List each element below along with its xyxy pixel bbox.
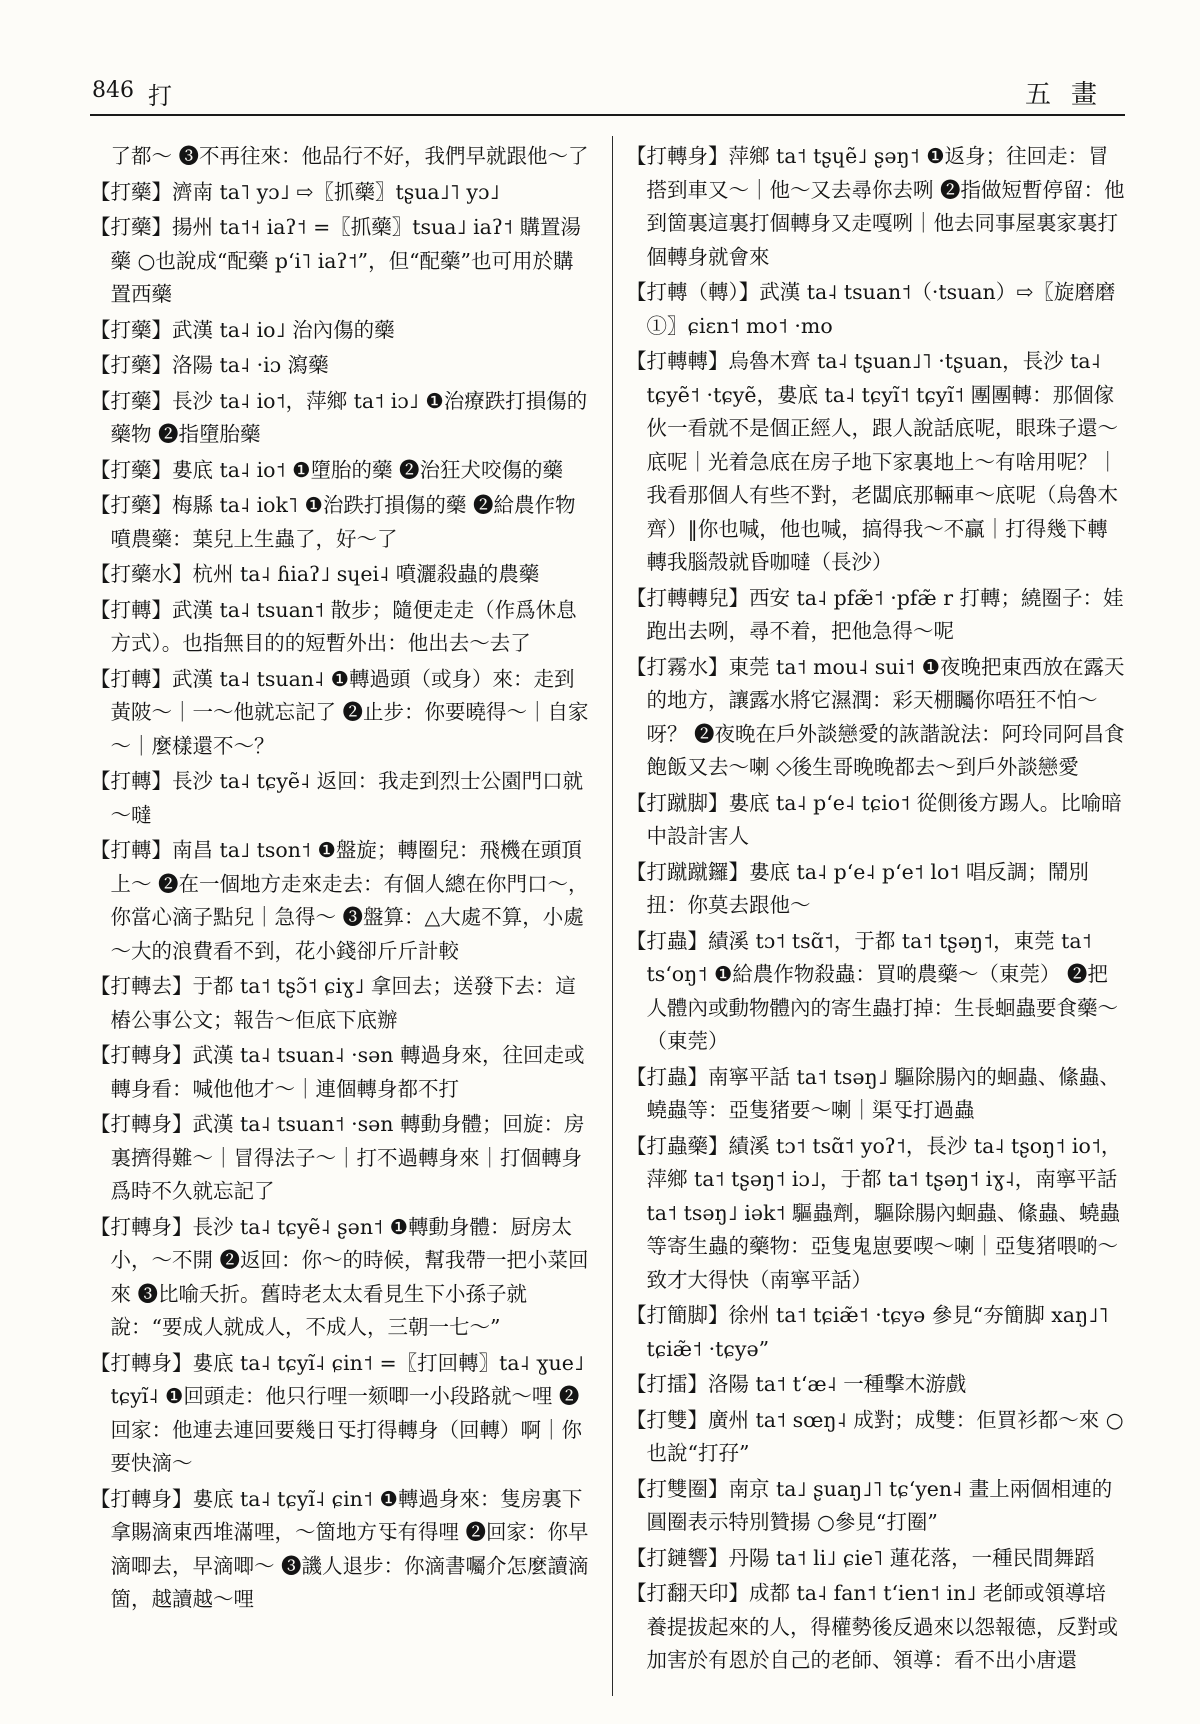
dictionary-entry: 【打雙圈】南京 ta˩ ʂuaŋ˩˥ tɕʻyen˨ 畫上兩個相連的圓圈表示特別贊揚 ○參見“打圈” — [626, 1476, 1113, 1534]
section-title: 五畫 — [1024, 80, 1117, 110]
dictionary-entry: 【打轉（轉）】武漢 ta˨ tsuan˦（·tsuan）⇨〖旋磨磨①〗ɕiɛn˦ mo˦ ·mo — [626, 280, 1116, 338]
dictionary-entry: 【打轉】南昌 ta˩ tson˦ ❶盤旋；轉圈兒：飛機在頭頂上～ ❷在一個地方走來走去：有個人總在你門口～，你當心滴子點兒｜急得～ ❸盤算：△大處不算，小處～大的浪費看不到，花小錢卻斤斤計較 — [90, 838, 589, 963]
dictionary-entry: 【打藥水】杭州 ta˨ ɦiaʔ˩ sɥei˨ 噴灑殺蟲的農藥 — [90, 562, 540, 586]
page-number: 846 — [92, 78, 134, 103]
dictionary-entry: 【打轉身】萍鄉 ta˦ tʂɥẽ˩ ʂəŋ˦ ❶返身；往回走：冒搭到車又～｜他～又去尋你去咧 ❷指做短暫停留：他到箇裏這裏打個轉身又走嘎咧｜他去同事屋裏家裏打個轉身就會來 — [626, 144, 1125, 269]
dictionary-entry: 【打蟲】績溪 tɔ˦ tsɑ̃˦，于都 ta˦ tʂəŋ˦，東莞 ta˦ tsʻoŋ˦ ❶給農作物殺蟲：買啲農藥～（東莞） ❷把人體內或動物體內的寄生蟲打掉：生長蛔蟲要食藥～（東莞） — [626, 928, 1118, 1053]
dictionary-entry: 【打藥】濟南 ta˥ yɔ˩ ⇨〖抓藥〗tʂua˩˥ yɔ˩ — [90, 179, 500, 204]
dictionary-entry: 【打蟲藥】績溪 tɔ˦ tsɑ̃˦ yoʔ˦，長沙 ta˨ tʂoŋ˦ io˦，萍鄉 ta˦ tʂəŋ˦ iɔ˩，于都 ta˦ tʂəŋ˦ iɣ˨，南寧平話 ta˦ tsəŋ˩ iək˦ 驅蟲劑，驅除腸內蛔蟲、絛蟲、蟯蟲等寄生蟲的藥物：亞隻鬼崽要喫～喇｜亞隻猪喂啲～致才大得快（南寧平話） — [626, 1133, 1124, 1292]
dictionary-entry: 【打蹴脚】婁底 ta˨ pʻe˨ tɕio˦ 從側後方踢人。比喻暗中設計害人 — [626, 790, 1122, 848]
left-column — [90, 140, 590, 1619]
dictionary-entry: 【打藥】梅縣 ta˨ iok˥ ❶治跌打損傷的藥 ❷給農作物噴農藥：葉兒上生蟲了，好～了 — [90, 493, 576, 551]
dictionary-entry: 【打雙】廣州 ta˦ sœŋ˨ 成對；成雙：佢買衫都～來 ○也說“打孖” — [626, 1407, 1124, 1465]
dictionary-entry: 【打轉去】于都 ta˦ tʂɔ̃˦ ɕiɣ˩ 拿回去；送發下去：這樁公事公文；報告～佢底下底辦 — [90, 974, 576, 1032]
dictionary-entry: 【打蹴蹴鑼】婁底 ta˨ pʻe˨ pʻe˦ lo˦ 唱反調；鬧別扭：你莫去跟他～ — [626, 859, 1089, 917]
dictionary-entry: 【打轉】長沙 ta˨ tɕyẽ˨ 返回：我走到烈士公園門口就～噠 — [90, 769, 584, 827]
dictionary-entry: 【打藥】洛陽 ta˨ ·iɔ 瀉藥 — [90, 353, 329, 377]
dictionary-entry: 【打簡脚】徐州 ta˦ tɕiæ̃˦ ·tɕyə 參見“夯簡脚 xaŋ˩˥ tɕiæ̃˦ ·tɕyə” — [626, 1303, 1115, 1361]
dictionary-entry: 【打轉身】長沙 ta˨ tɕyẽ˨ ʂən˦ ❶轉動身體：厨房太小，～不開 ❷返回：你～的時候，幫我帶一把小菜回來 ❸比喻夭折。舊時老太太看見生下小孫子就說：“要成人就成人，不成人，三朝一七～” — [90, 1214, 589, 1339]
dictionary-entry: 【打轉身】武漢 ta˨ tsuan˦ ·sən 轉動身體；回旋：房裏擠得難～｜冒得法子～｜打不過轉身來｜打個轉身爲時不久就忘記了 — [90, 1112, 585, 1203]
dictionary-entry: 【打翻天印】成都 ta˨ fan˦ tʻien˦ in˩ 老師或領導培養提拔起來的人，得權勢後反過來以怨報德，反對或加害於有恩於自己的老師、領導：看不出小唐還 — [626, 1581, 1118, 1672]
dictionary-entry: 【打轉身】武漢 ta˨ tsuan˨ ·sən 轉過身來，往回走或轉身看：喊他他才～｜連個轉身都不打 — [90, 1043, 585, 1101]
dictionary-entry: 【打轉身】婁底 ta˨ tɕyĩ˨ ɕin˦ =〖打回轉〗ta˨ ɣue˩ tɕyĩ˨ ❶回頭走：他只行哩一颏唧一小段路就～哩 ❷回家：他連去連回要幾日㸦打得轉身（回轉）啊｜你要快滴～ — [90, 1350, 591, 1475]
dictionary-entry: 【打藥】婁底 ta˨ io˦ ❶墮胎的藥 ❷治狂犬咬傷的藥 — [90, 457, 564, 482]
dictionary-entry: 【打藥】長沙 ta˨ io˦，萍鄉 ta˦ iɔ˩ ❶治療跌打損傷的藥物 ❷指墮胎藥 — [90, 388, 588, 446]
dictionary-entry: 【打轉轉】烏魯木齊 ta˨ tʂuan˩˥ ·tʂuan，長沙 ta˨ tɕyẽ˦ ·tɕyẽ，婁底 ta˨ tɕyĩ˦ tɕyĩ˦ 團團轉：那個傢伙一看就不是個正經人，跟人說話底呢，眼珠子還～底呢｜光着急底在房子地下家裏地上～有啥用呢？｜我看那個人有些不對，老闆底那輛車～底呢（烏魯木齊）‖你也喊，他也喊，搞得我～不贏｜打得幾下轉轉我腦殼就昏咖噠（長沙） — [626, 349, 1118, 574]
dictionary-entry: 【打蟲】南寧平話 ta˦ tsəŋ˩ 驅除腸內的蛔蟲、絛蟲、蟯蟲等：亞隻猪要～喇｜渠㸦打過蟲 — [626, 1064, 1120, 1122]
dictionary-entry: 【打霧水】東莞 ta˦ mou˨ sui˦ ❶夜晚把東西放在露天的地方，讓露水將它濕潤：彩天棚矚你唔狂不怕～呀？ ❷夜晚在戶外談戀愛的詼諧說法：阿玲同阿昌食飽飯又去～喇 ◇後生哥晚晚都去～到戶外談戀愛 — [626, 654, 1125, 779]
dictionary-entry: 【打轉身】婁底 ta˨ tɕyĩ˨ ɕin˦ ❶轉過身來：隻房裏下拿賜滴東西堆滿哩，～箇地方㸦有得哩 ❷回家：你早滴唧去，早滴唧～ ❸譏人退步：你滴書囑介怎麼讀滴箇，越讀越～哩 — [90, 1486, 589, 1611]
right-column — [626, 140, 1126, 1680]
dictionary-entry: 【打轉】武漢 ta˨ tsuan˨ ❶轉過頭（或身）來：走到黃陂～｜一～他就忘記了 ❷止步：你要曉得～｜自家～｜麼樣還不～？ — [90, 666, 589, 758]
dictionary-entry: 【打轉】武漢 ta˨ tsuan˦ 散步；隨便走走（作爲休息方式）。也指無目的的短暫外出：他出去～去了 — [90, 597, 577, 655]
dictionary-entry: 【打轉轉兒】西安 ta˨ pfæ̃˦ ·pfæ̃ r 打轉；繞圈子：娃跑出去咧，尋不着，把他急得～呢 — [626, 585, 1124, 643]
column-divider — [612, 136, 613, 1696]
dictionary-entry: 【打藥】揚州 ta˦˧ iaʔ˦ =〖抓藥〗tsua˩ iaʔ˦ 購置湯藥 ○也說成“配藥 pʻi˥ iaʔ˦”，但“配藥”也可用於購置西藥 — [90, 215, 581, 306]
dictionary-entry: 【打鏈響】丹陽 ta˦ li˩ ɕie˥ 蓮花落，一種民間舞蹈 — [626, 1545, 1095, 1570]
entry-continuation: 了都～ ❸不再往來：他品行不好，我們早就跟他～了 — [110, 144, 589, 168]
dictionary-entry: 【打藥】武漢 ta˨ io˩ 治內傷的藥 — [90, 317, 395, 342]
page-header — [90, 78, 1125, 116]
dictionary-entry: 【打擂】洛陽 ta˦ tʻæ˨ 一種擊木游戲 — [626, 1372, 967, 1396]
running-title: 打 — [148, 82, 172, 110]
